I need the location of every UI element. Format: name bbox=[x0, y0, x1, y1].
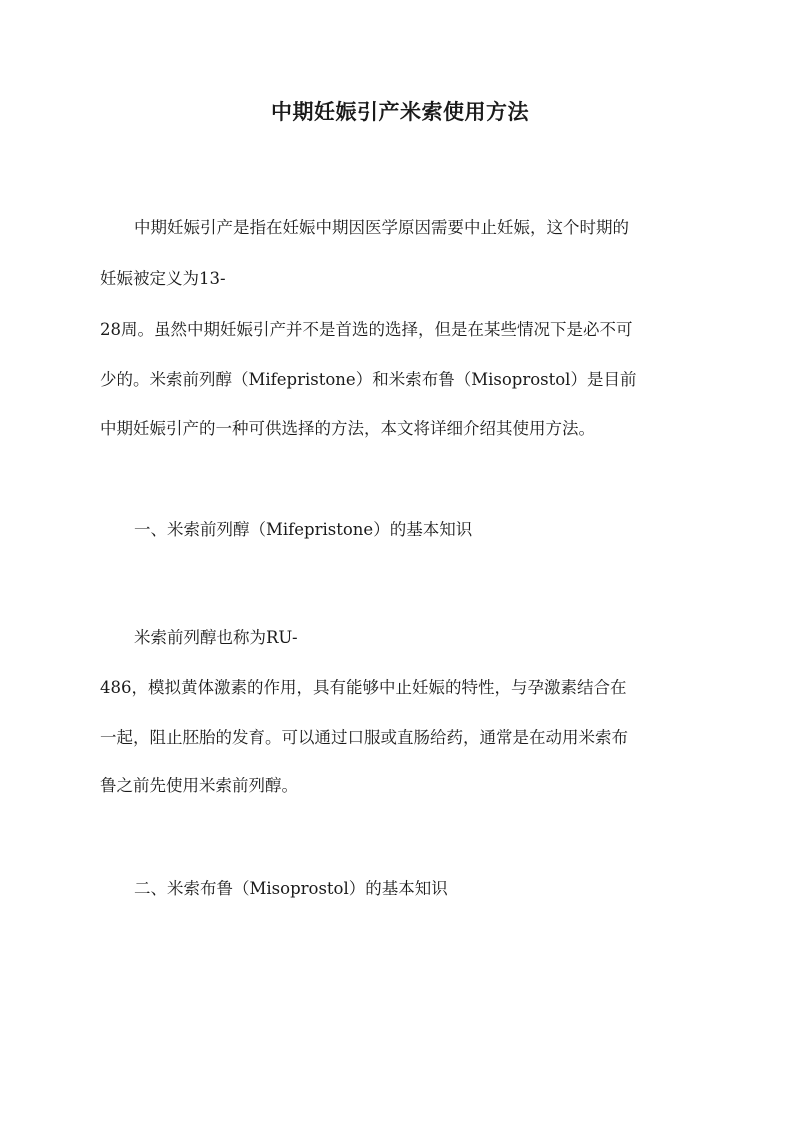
section-1-line-3: 一起，阻止胚胎的发育。可以通过口服或直肠给药，通常是在动用米索布 bbox=[100, 728, 628, 747]
intro-line-3: 28周。虽然中期妊娠引产并不是首选的选择，但是在某些情况下是必不可 bbox=[100, 320, 633, 339]
intro-line-2: 妊娠被定义为13- bbox=[100, 269, 226, 288]
section-1-line-1: 米索前列醇也称为RU- bbox=[134, 628, 298, 647]
section-2-heading: 二、米索布鲁（Misoprostol）的基本知识 bbox=[134, 879, 448, 898]
intro-line-1: 中期妊娠引产是指在妊娠中期因医学原因需要中止妊娠，这个时期的 bbox=[134, 218, 629, 237]
intro-line-5: 中期妊娠引产的一种可供选择的方法，本文将详细介绍其使用方法。 bbox=[100, 419, 595, 438]
section-1-line-4: 鲁之前先使用米索前列醇。 bbox=[100, 776, 298, 795]
section-1-heading: 一、米索前列醇（Mifepristone）的基本知识 bbox=[134, 520, 473, 539]
document-title: 中期妊娠引产米索使用方法 bbox=[271, 99, 529, 124]
intro-line-4: 少的。米索前列醇（Mifepristone）和米索布鲁（Misoprostol）是目前 bbox=[100, 370, 637, 389]
section-1-line-2: 486，模拟黄体激素的作用，具有能够中止妊娠的特性，与孕激素结合在 bbox=[100, 678, 627, 697]
